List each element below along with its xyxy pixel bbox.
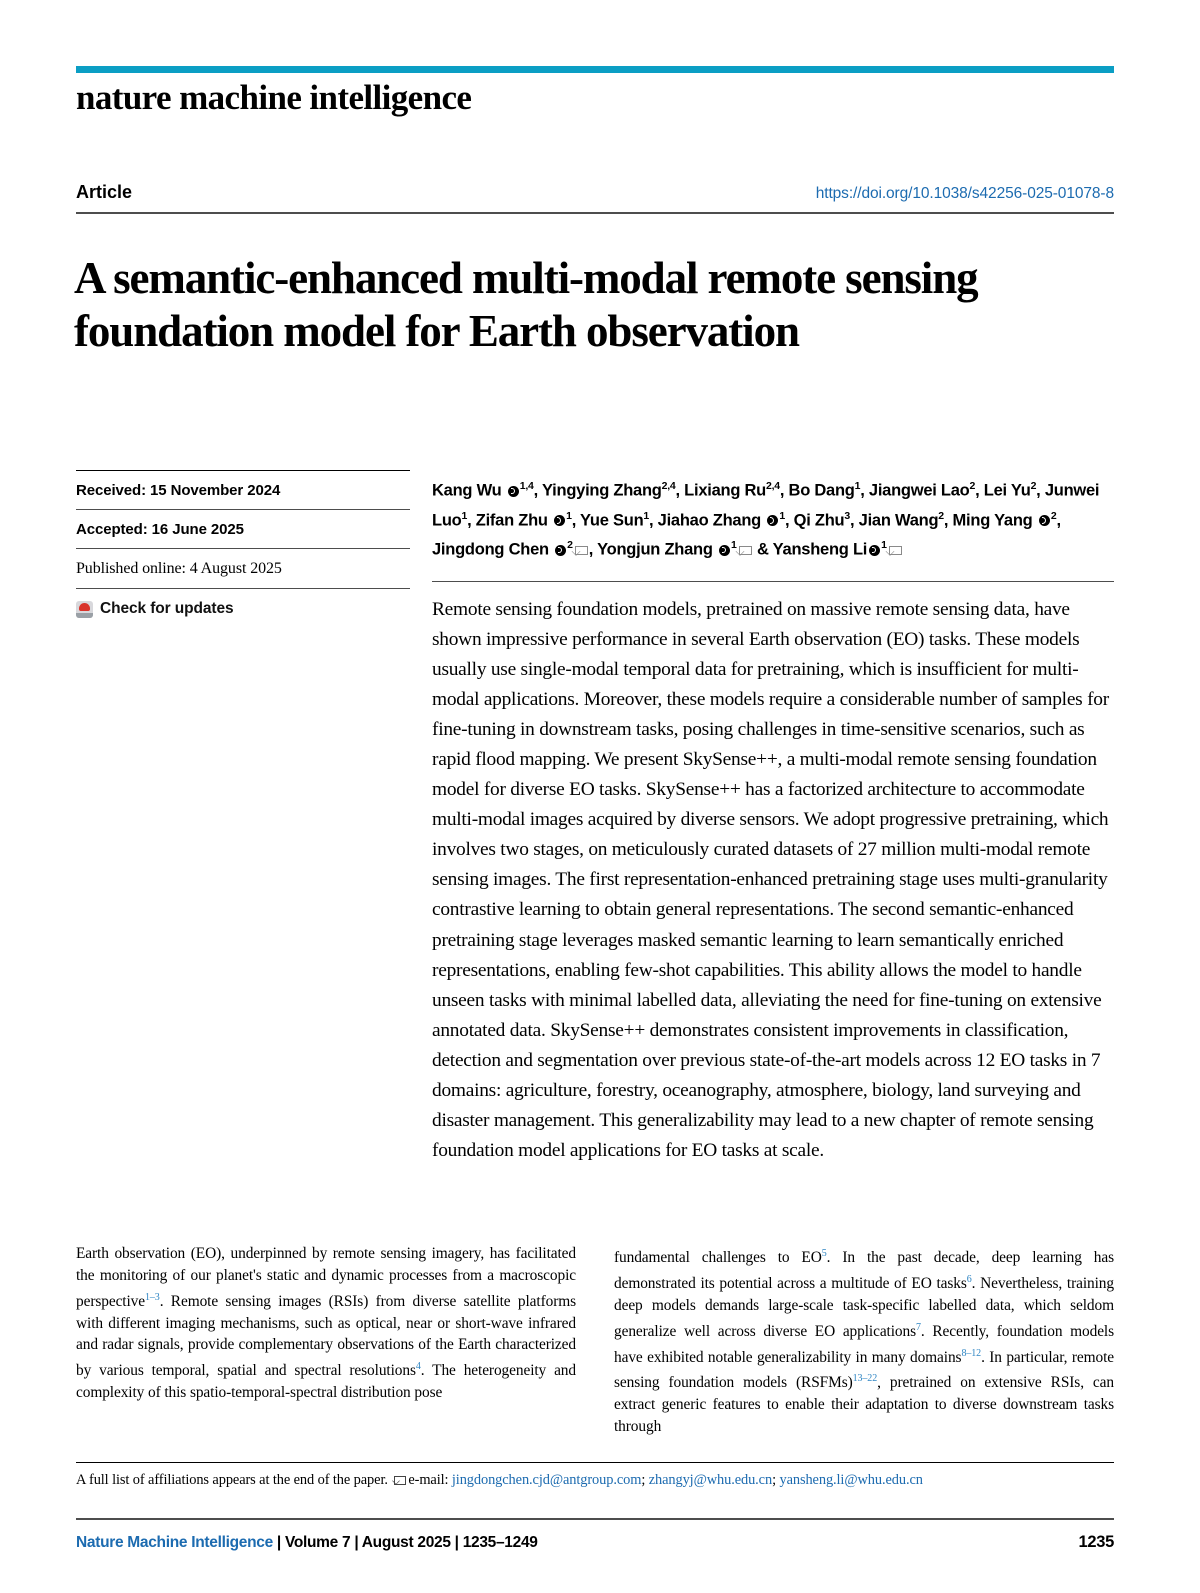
citation-ref[interactable]: 4: [415, 1361, 421, 1373]
email-sep: ;: [641, 1472, 649, 1488]
check-for-updates-button[interactable]: [76, 589, 410, 618]
affiliation-note-text: A full list of affiliations appears at the end of the paper.: [76, 1472, 388, 1488]
page-footer: [76, 1533, 1114, 1552]
footer-citation: [76, 1534, 538, 1552]
orcid-icon: [719, 545, 730, 556]
abstract-text: Remote sensing foundation models, pretrained on massive remote sensing data, have shown impressive performance in several Earth observation (EO) tasks. These models usually use single-modal temporal data for pretraining, which is insufficient for multi-modal applications. Moreover, these models require a considerable number of samples for fine-tuning in downstream tasks, posing challenges in time-sensitive scenarios, such as rapid flood mapping. We present SkySense++, a multi-modal remote sensing foundation model for diverse EO tasks. SkySense++ has a factorized architecture to accommodate multi-modal images acquired by diverse sensors. We adopt progressive pretraining, which involves two stages, on meticulously curated datasets of 27 million multi-modal remote sensing images. The first representation-enhanced pretraining stage uses multi-granularity contrastive learning to obtain general representations. The second semantic-enhanced pretraining stage leverages masked semantic learning to learn semantically enriched representations, enabling few-shot capabilities. This ability allows the model to handle unseen tasks with minimal labelled data, alleviating the need for fine-tuning on extensive annotated data. SkySense++ demonstrates consistent improvements in classification, detection and segmentation over previous state-of-the-art models across 12 EO tasks in 7 domains: agriculture, forestry, oceanography, atmosphere, biology, land surveying and disaster management. This generalizability may lead to a new chapter of remote sensing foundation model applications for EO tasks at scale.: [432, 598, 1109, 1162]
page-title: A semantic-enhanced multi-modal remote sensing foundation model for Earth observation: [74, 253, 978, 357]
citation-ref[interactable]: 5: [821, 1248, 827, 1259]
doi-link[interactable]: https://doi.org/10.1038/s42256-025-01078-8: [815, 185, 1114, 202]
check-for-updates-label: Check for updates: [100, 600, 234, 617]
affiliations-footnote: [76, 1470, 1114, 1490]
journal-masthead-title: nature machine intelligence: [76, 78, 472, 117]
email-sep: ;: [772, 1472, 780, 1488]
received-date: Received: 15 November 2024: [76, 482, 281, 499]
footer-divider: [76, 1518, 1114, 1520]
article-type-label: Article: [76, 182, 133, 202]
orcid-icon: [508, 486, 519, 497]
header-divider: [76, 212, 1114, 214]
orcid-icon: [767, 515, 778, 526]
article-body: [76, 1243, 1114, 1438]
published-online-date: Published online: 4 August 2025: [76, 560, 282, 577]
page-number: 1235: [1078, 1533, 1114, 1551]
orcid-icon: [869, 545, 880, 556]
envelope-icon: [889, 546, 902, 555]
citation-ref[interactable]: 13–22: [852, 1373, 878, 1385]
footer-journal-name[interactable]: Nature Machine Intelligence: [76, 1534, 273, 1551]
article-header-row: [76, 182, 1114, 203]
orcid-icon: [1039, 515, 1050, 526]
email-link-3[interactable]: yansheng.li@whu.edu.cn: [779, 1472, 923, 1488]
citation-ref[interactable]: 7: [916, 1321, 921, 1333]
orcid-icon: [555, 545, 566, 556]
email-link-2[interactable]: zhangyj@whu.edu.cn: [648, 1472, 773, 1488]
author-list: Kang Wu $^{1,4}$, Yingying Zhang$^{2,4}$, Lixiang Ru$^{2,4}$, Bo Dang$^1$, Jiangwei Lao$^2$, Lei Yu$^2$, Junwei Luo$^1$, Zifan Zhu $^1$, Yue Sun$^1$, Jiahao Zhang $^1$, Qi Zhu$^3$, Jian Wang$^2$, Ming Yang $^2$, Jingdong Chen $^2$ , Yongjun Zhang $^1$ & Yansheng Li $^1$: [432, 480, 1100, 559]
citation-ref[interactable]: 6: [966, 1273, 972, 1285]
email-link-1[interactable]: jingdongchen.cjd@antgroup.com: [451, 1472, 642, 1488]
email-label: e-mail:: [408, 1472, 449, 1488]
citation-ref[interactable]: 1–3: [144, 1291, 160, 1303]
masthead-accent-rule: [76, 66, 1114, 73]
accepted-date: Accepted: 16 June 2025: [76, 521, 244, 538]
footnote-divider: [76, 1462, 1114, 1463]
crossmark-icon: [76, 601, 93, 618]
publication-dates-panel: [76, 470, 410, 618]
envelope-icon: [394, 1476, 406, 1485]
body-column-left: Earth observation (EO), underpinned by remote sensing imagery, has facilitated the monitoring of our planet's static and dynamic processes from a macroscopic perspective$^{1-3}$. Remote sensing images (RSIs) from diverse satellite platforms with different imaging mechanisms, such as optical, near or short-wave infrared and radar signals, provide complementary observations of the Earth characterized by various temporal, spatial and spectral resolutions$^4$. The heterogeneity and complexity of this spatio-temporal-spectral distribution pose: [76, 1245, 576, 1402]
envelope-icon: [575, 546, 588, 555]
footer-volume-info: | Volume 7 | August 2025 | 1235–1249: [272, 1534, 538, 1551]
body-column-right: fundamental challenges to $EO^5$. In the past decade, deep learning has demonstrated its potential across a multitude of EO tasks$^6$. Nevertheless, training deep models demands large-scale task-specific labelled data, which seldom generalize well across diverse EO applications$^7$. Recently, foundation models have exhibited notable generalizability in many domains$^{8-12}$. In particular, remote sensing foundation models (RSFMs)$^{13-22}$, pretrained on extensive RSIs, can extract generic features to enable their adaptation to diverse downstream tasks through: [614, 1248, 1114, 1436]
orcid-icon: [554, 515, 565, 526]
authors-and-abstract: [432, 470, 1114, 1166]
envelope-icon: [739, 546, 752, 555]
citation-ref[interactable]: 8–12: [961, 1347, 982, 1359]
